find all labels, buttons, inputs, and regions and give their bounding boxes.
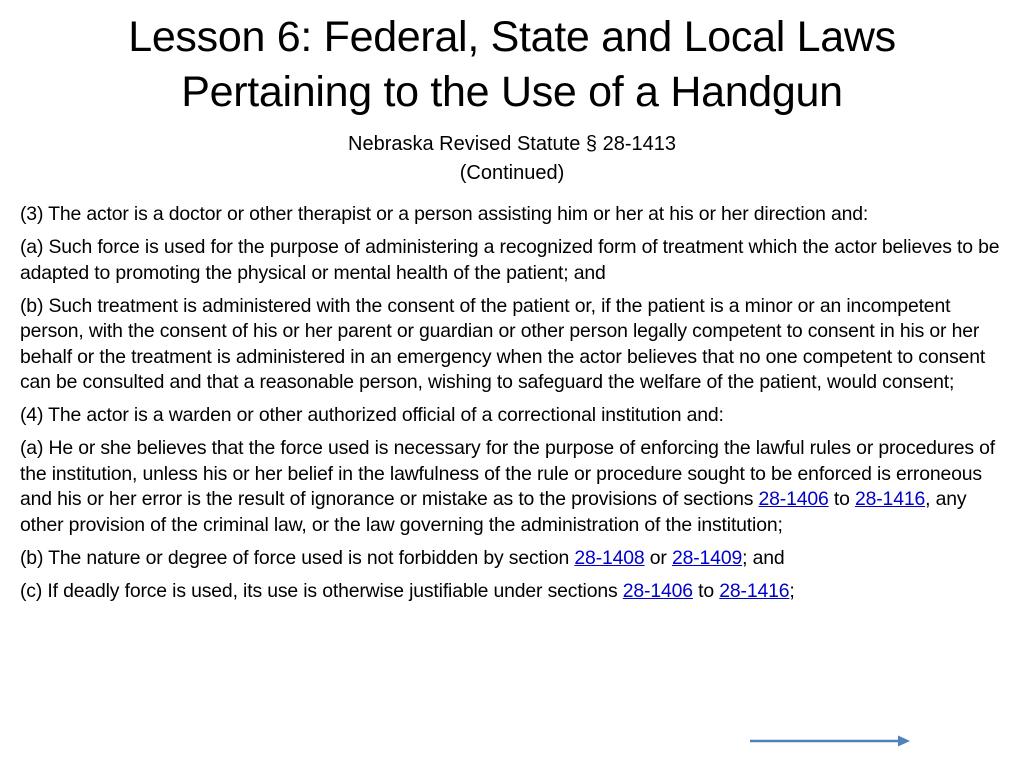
section-link-28-1409[interactable]: 28-1409	[671, 546, 743, 569]
paragraph-text: (b) The nature or degree of force used is not forbidden by section	[20, 546, 575, 569]
paragraph-text: (a) He or she believes that the force used is necessary for the purpose of enforcing the lawful rules or procedures of the institution, unless his or her belief in the lawfulness of the rule or procedure sought to be enforced is erroneous and his or her error is the result of ignorance or mistake as to the provisions of sections	[20, 437, 995, 510]
title-line-1: Lesson 6: Federal, State and Local Laws	[128, 13, 896, 61]
arrow-head	[898, 736, 910, 747]
section-link-28-1416[interactable]: 28-1416	[719, 579, 790, 602]
right-arrow-icon[interactable]	[748, 732, 914, 750]
paragraph-3: (3) The actor is a doctor or other therapist or a person assisting him or her at his or her direction and:	[20, 203, 869, 225]
section-link-28-1406[interactable]: 28-1406	[622, 579, 693, 602]
continued-label: (Continued)	[459, 162, 565, 184]
slide-subtitle	[0, 130, 1024, 188]
paragraph-text: ; and	[742, 546, 785, 569]
section-link-28-1406[interactable]: 28-1406	[758, 488, 829, 510]
paragraph-text: to	[692, 579, 720, 602]
paragraph-4c	[20, 579, 1010, 605]
paragraph-text: to	[828, 488, 855, 510]
paragraph-4b	[20, 546, 1010, 572]
paragraph-text: , any other provision of the criminal law, or the law governing the administration of the institution;	[20, 488, 967, 536]
paragraph-3b: (b) Such treatment is administered with the consent of the patient or, if the patient is a minor or an incompetent person, with the consent of his or her parent or guardian or other person legally competent to consent in his or her behalf or the treatment is administered in an emergency when the actor believes that no one competent to consent can be consulted and that a reasonable person, wishing to safeguard the welfare of the patient, would consent;	[20, 294, 986, 393]
section-link-28-1408[interactable]: 28-1408	[574, 546, 645, 569]
title-line-2: Pertaining to the Use of a Handgun	[181, 68, 843, 116]
paragraph-4: (4) The actor is a warden or other authorized official of a correctional institution and:	[20, 404, 724, 426]
statute-body	[20, 202, 1010, 612]
paragraph-text: ;	[789, 579, 795, 602]
paragraph-4a	[20, 436, 1010, 538]
paragraph-3a: (a) Such force is used for the purpose of administering a recognized form of treatment which the actor believes to be adapted to promoting the physical or mental health of the patient; and	[20, 236, 1000, 284]
slide-title	[0, 10, 1024, 120]
statute-reference: Nebraska Revised Statute § 28-1413	[348, 133, 676, 155]
section-link-28-1416[interactable]: 28-1416	[854, 488, 926, 510]
paragraph-text: (c) If deadly force is used, its use is otherwise justifiable under sections	[20, 579, 623, 602]
paragraph-text: or	[644, 546, 672, 569]
